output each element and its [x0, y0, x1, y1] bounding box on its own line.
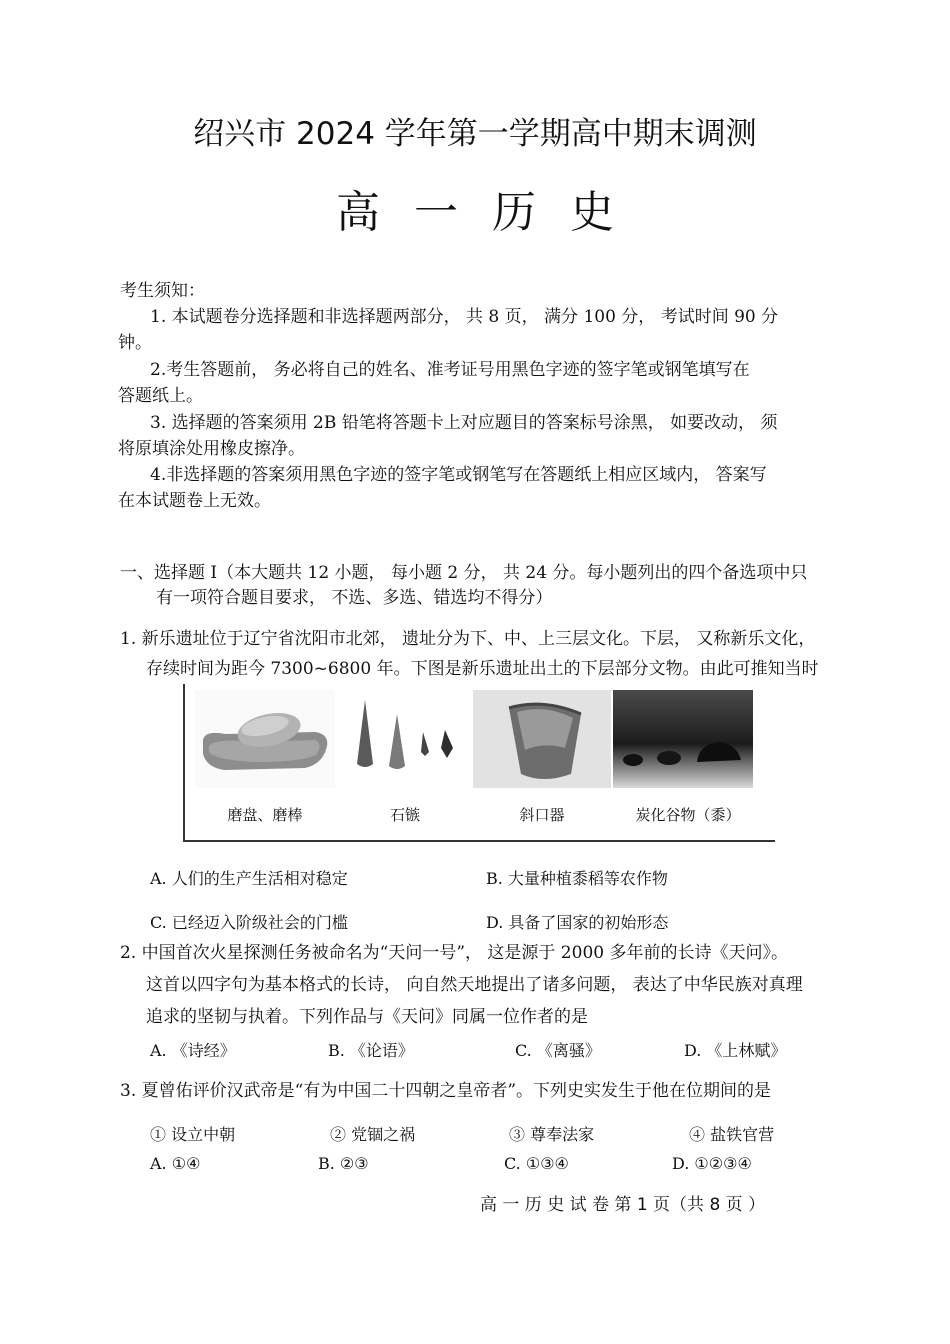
q2-stem-line-2: 这首以四字句为基本格式的长诗， 向自然天地提出了诸多问题， 表达了中华民族对真理 — [146, 975, 803, 995]
arrowhead-image — [345, 690, 465, 788]
q3-item-3: ③ 尊奉法家 — [509, 1125, 595, 1144]
notice-line-8: 在本试题卷上无效。 — [118, 491, 271, 511]
q1-option-b: B. 大量种植黍稻等农作物 — [486, 869, 668, 888]
q3-item-4: ④ 盐铁官营 — [689, 1125, 775, 1144]
q1-stem-line-1: 1. 新乐遗址位于辽宁省沈阳市北郊， 遗址分为下、中、上三层文化。下层， 又称新乐文化， — [120, 629, 816, 649]
caption-vessel: 斜口器 — [519, 806, 565, 824]
notice-line-5: 3. 选择题的答案须用 2B 铅笔将答题卡上对应题目的答案标号涂黑， 如要改动， 须 — [150, 413, 778, 433]
notice-heading: 考生须知： — [120, 281, 205, 301]
q2-option-b: B. 《论语》 — [328, 1041, 414, 1060]
exam-subject: 高一历史 — [336, 187, 648, 238]
notice-line-6: 将原填涂处用橡皮擦净。 — [118, 439, 305, 459]
q2-option-d: D. 《上林赋》 — [684, 1041, 787, 1060]
q3-item-1: ① 设立中朝 — [150, 1125, 236, 1144]
caption-grain: 炭化谷物（黍） — [635, 806, 741, 824]
notice-line-3: 2.考生答题前， 务必将自己的姓名、准考证号用黑色字迹的签字笔或钢笔填写在 — [150, 360, 750, 380]
caption-arrowhead: 石镞 — [389, 806, 420, 824]
slanted-vessel-image — [473, 690, 611, 788]
q3-item-2: ② 党锢之祸 — [330, 1125, 416, 1144]
q3-option-c: C. ①③④ — [504, 1154, 569, 1173]
section-instructions: 有一项符合题目要求， 不选、多选、错选均不得分） — [156, 588, 553, 608]
exam-title: 绍兴市 2024 学年第一学期高中期末调测 — [193, 116, 757, 152]
q3-option-a: A. ①④ — [150, 1154, 201, 1173]
q2-stem-line-3: 追求的坚韧与执着。下列作品与《天问》同属一位作者的是 — [146, 1007, 588, 1027]
q1-option-c: C. 已经迈入阶级社会的门槛 — [150, 913, 348, 932]
q3-stem: 3. 夏曾佑评价汉武帝是“有为中国二十四朝之皇帝者”。下列史实发生于他在位期间的是 — [120, 1081, 772, 1101]
caption-grinding-slab: 磨盘、磨棒 — [227, 806, 303, 824]
q1-artifact-figure — [183, 684, 775, 842]
notice-line-2: 钟。 — [118, 333, 152, 353]
q2-stem-line-1: 2. 中国首次火星探测任务被命名为“天问一号”， 这是源于 2000 多年前的长诗《天问》。 — [120, 943, 788, 963]
q3-option-b: B. ②③ — [318, 1154, 369, 1173]
q1-option-a: A. 人们的生产生活相对稳定 — [150, 869, 348, 888]
notice-line-4: 答题纸上。 — [118, 386, 203, 406]
notice-line-1: 1. 本试题卷分选择题和非选择题两部分， 共 8 页， 满分 100 分， 考试时间 90 分 — [150, 307, 779, 327]
q3-option-d: D. ①②③④ — [672, 1154, 752, 1173]
carbonized-grain-image — [613, 690, 753, 788]
q1-stem-line-2: 存续时间为距今 7300~6800 年。下图是新乐遗址出土的下层部分文物。由此可推知当时 — [146, 659, 819, 679]
page-footer: 高 一 历 史 试 卷 第 1 页（共 8 页 ） — [480, 1195, 766, 1215]
q1-option-d: D. 具备了国家的初始形态 — [486, 913, 669, 932]
q2-option-a: A. 《诗经》 — [150, 1041, 236, 1060]
notice-line-7: 4.非选择题的答案须用黑色字迹的签字笔或钢笔写在答题纸上相应区域内， 答案写 — [150, 465, 767, 485]
section-heading: 一、选择题 I（本大题共 12 小题， 每小题 2 分， 共 24 分。每小题列出的四个备选项中只 — [120, 563, 808, 583]
grinding-slab-image — [195, 690, 335, 788]
q2-option-c: C. 《离骚》 — [515, 1041, 601, 1060]
